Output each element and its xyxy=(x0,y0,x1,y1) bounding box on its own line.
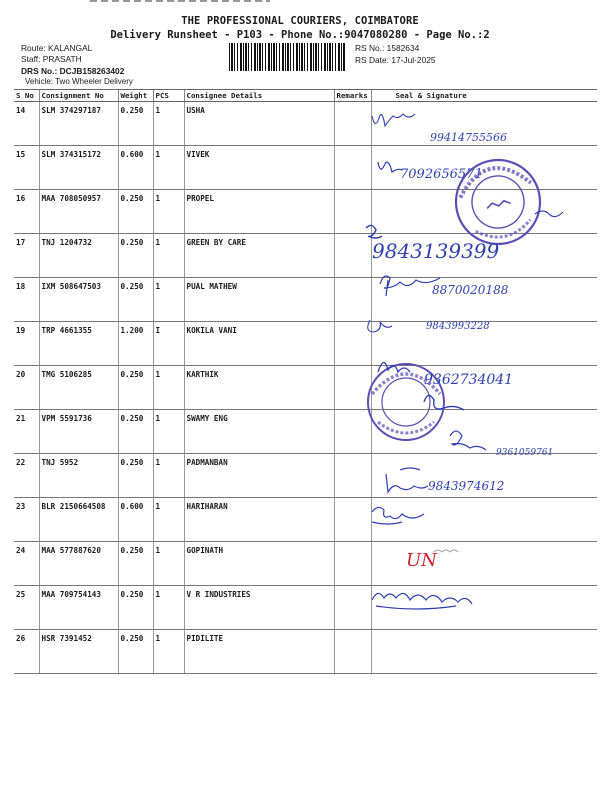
cell-weight: 0.600 xyxy=(118,498,153,542)
cell-signature xyxy=(371,190,597,234)
cell-consignment: SLM 374297187 xyxy=(39,102,118,146)
cell-pcs: 1 xyxy=(153,366,184,410)
cell-pcs: 1 xyxy=(153,454,184,498)
cell-signature xyxy=(371,322,597,366)
cell-sno: 14 xyxy=(14,102,39,146)
cell-pcs: 1 xyxy=(153,630,184,674)
drs-line xyxy=(21,66,124,76)
cell-sno: 22 xyxy=(14,454,39,498)
cell-consignment: MAA 577887620 xyxy=(39,542,118,586)
cell-remarks xyxy=(334,586,371,630)
cell-sno: 20 xyxy=(14,366,39,410)
cell-pcs: I xyxy=(153,322,184,366)
cropped-header-text xyxy=(90,0,270,6)
cell-sno: 24 xyxy=(14,542,39,586)
cell-sno: 21 xyxy=(14,410,39,454)
cell-consignment: VPM 5591736 xyxy=(39,410,118,454)
table-row xyxy=(14,190,597,234)
cell-sno: 16 xyxy=(14,190,39,234)
table-row xyxy=(14,454,597,498)
table-row xyxy=(14,146,597,190)
signature-row-20-phone: 9362734041 xyxy=(424,372,514,388)
signature-row-22-phone: 9361059761 xyxy=(496,448,554,458)
cell-weight: 0.250 xyxy=(118,234,153,278)
company-title: THE PROFESSIONAL COURIERS, COIMBATORE xyxy=(181,15,419,27)
rs-no-line xyxy=(355,43,419,53)
cell-consignee: USHA xyxy=(184,102,334,146)
cell-consignee: PUAL MATHEW xyxy=(184,278,334,322)
cell-consignee: GOPINATH xyxy=(184,542,334,586)
cell-consignment: MAA 709754143 xyxy=(39,586,118,630)
route-value: KALANGAL xyxy=(48,43,93,53)
rs-no-value: 1582634 xyxy=(386,43,420,53)
cell-sno: 19 xyxy=(14,322,39,366)
route-line xyxy=(21,43,92,53)
col-consignment: Consignment No xyxy=(39,90,118,102)
cell-consignment: IXM 508647503 xyxy=(39,278,118,322)
cell-consignee: KOKILA VANI xyxy=(184,322,334,366)
cell-pcs: 1 xyxy=(153,102,184,146)
cell-consignment: MAA 708050957 xyxy=(39,190,118,234)
cell-sno: 17 xyxy=(14,234,39,278)
staff-line xyxy=(21,54,82,64)
cell-weight: 0.600 xyxy=(118,146,153,190)
rs-date-label: RS Date: xyxy=(355,55,389,65)
staff-label: Staff: xyxy=(21,54,41,64)
cell-weight: 0.250 xyxy=(118,102,153,146)
cell-weight: 1.200 xyxy=(118,322,153,366)
table-row xyxy=(14,366,597,410)
barcode xyxy=(229,43,346,71)
signature-row-14-phone: 99414755566 xyxy=(430,131,507,144)
table-row xyxy=(14,234,597,278)
cell-consignment: TNJ 1204732 xyxy=(39,234,118,278)
drs-value: DCJB158263402 xyxy=(59,66,125,76)
vehicle-line xyxy=(25,77,133,86)
table-row xyxy=(14,410,597,454)
cell-weight: 0.250 xyxy=(118,454,153,498)
cell-signature xyxy=(371,234,597,278)
cell-sno: 18 xyxy=(14,278,39,322)
cell-remarks xyxy=(334,498,371,542)
cell-consignee: GREEN BY CARE xyxy=(184,234,334,278)
route-label: Route: xyxy=(21,43,46,53)
runsheet-table xyxy=(14,89,597,674)
table-row xyxy=(14,498,597,542)
cell-weight: 0.250 xyxy=(118,190,153,234)
cell-remarks xyxy=(334,454,371,498)
runsheet-subtitle: Delivery Runsheet - P103 - Phone No.:9047080280 - Page No.:2 xyxy=(110,29,490,41)
col-weight: Weight xyxy=(118,90,153,102)
table-row xyxy=(14,102,597,146)
cell-remarks xyxy=(334,542,371,586)
cell-pcs: 1 xyxy=(153,146,184,190)
cell-sno: 23 xyxy=(14,498,39,542)
cell-pcs: 1 xyxy=(153,542,184,586)
cell-signature xyxy=(371,586,597,630)
cell-remarks xyxy=(334,322,371,366)
signature-row-23-phone: 9843974612 xyxy=(428,479,505,493)
col-consignee: Consignee Details xyxy=(184,90,334,102)
cell-consignee: HARIHARAN xyxy=(184,498,334,542)
cell-remarks xyxy=(334,366,371,410)
table-header-row xyxy=(14,90,597,102)
cell-pcs: 1 xyxy=(153,278,184,322)
cell-signature xyxy=(371,102,597,146)
cell-pcs: 1 xyxy=(153,190,184,234)
cell-weight: 0.250 xyxy=(118,542,153,586)
table-row xyxy=(14,322,597,366)
cell-signature xyxy=(371,454,597,498)
cell-consignee: PIDILITE xyxy=(184,630,334,674)
signature-row-25-mark: UN xyxy=(406,550,437,571)
cell-signature xyxy=(371,630,597,674)
cell-signature xyxy=(371,146,597,190)
col-seal-signature: Seal & Signature xyxy=(371,90,597,102)
cell-weight: 0.250 xyxy=(118,278,153,322)
vehicle-label: Vehicle: xyxy=(25,77,54,86)
cell-remarks xyxy=(334,102,371,146)
col-pcs: PCS xyxy=(153,90,184,102)
cell-consignee: VIVEK xyxy=(184,146,334,190)
cell-signature xyxy=(371,410,597,454)
cell-consignment: SLM 374315172 xyxy=(39,146,118,190)
cell-sno: 15 xyxy=(14,146,39,190)
col-sno: S No xyxy=(14,90,39,102)
table-row xyxy=(14,586,597,630)
cell-consignment: TMG 5106285 xyxy=(39,366,118,410)
cell-sno: 25 xyxy=(14,586,39,630)
cell-consignee: KARTHIK xyxy=(184,366,334,410)
cell-pcs: 1 xyxy=(153,586,184,630)
cell-pcs: 1 xyxy=(153,410,184,454)
cell-weight: 0.250 xyxy=(118,630,153,674)
rs-no-label: RS No.: xyxy=(355,43,385,53)
cell-consignee: PROPEL xyxy=(184,190,334,234)
cell-weight: 0.250 xyxy=(118,410,153,454)
cell-signature xyxy=(371,542,597,586)
cell-remarks xyxy=(334,190,371,234)
cell-weight: 0.250 xyxy=(118,586,153,630)
signature-row-19-phone: 9843993228 xyxy=(426,321,490,332)
rs-date-value: 17-Jul-2025 xyxy=(391,55,436,65)
table-row xyxy=(14,542,597,586)
cell-pcs: 1 xyxy=(153,498,184,542)
cell-signature xyxy=(371,366,597,410)
table-row xyxy=(14,630,597,674)
cell-consignment: TNJ 5952 xyxy=(39,454,118,498)
cell-sno: 26 xyxy=(14,630,39,674)
cell-signature xyxy=(371,498,597,542)
cell-consignee: SWAMY ENG xyxy=(184,410,334,454)
cell-consignee: V R INDUSTRIES xyxy=(184,586,334,630)
cell-remarks xyxy=(334,410,371,454)
signature-row-15-phone: 7092656571 xyxy=(400,167,483,182)
cell-consignment: BLR 2150664508 xyxy=(39,498,118,542)
cell-pcs: 1 xyxy=(153,234,184,278)
cell-consignment: TRP 4661355 xyxy=(39,322,118,366)
cell-consignee: PADMANBAN xyxy=(184,454,334,498)
cell-remarks xyxy=(334,278,371,322)
vehicle-value: Two Wheeler Delivery xyxy=(55,77,133,86)
cell-consignment: HSR 7391452 xyxy=(39,630,118,674)
cell-signature xyxy=(371,278,597,322)
cell-remarks xyxy=(334,630,371,674)
col-remarks: Remarks xyxy=(334,90,371,102)
cell-weight: 0.250 xyxy=(118,366,153,410)
cell-remarks xyxy=(334,146,371,190)
staff-value: PRASATH xyxy=(42,54,82,64)
signature-row-18-phone: 8870020188 xyxy=(432,283,509,297)
table-row xyxy=(14,278,597,322)
signature-row-17-phone: 9843139399 xyxy=(372,239,500,263)
rs-date-line xyxy=(355,55,436,65)
cell-remarks xyxy=(334,234,371,278)
drs-label: DRS No.: xyxy=(21,66,58,76)
